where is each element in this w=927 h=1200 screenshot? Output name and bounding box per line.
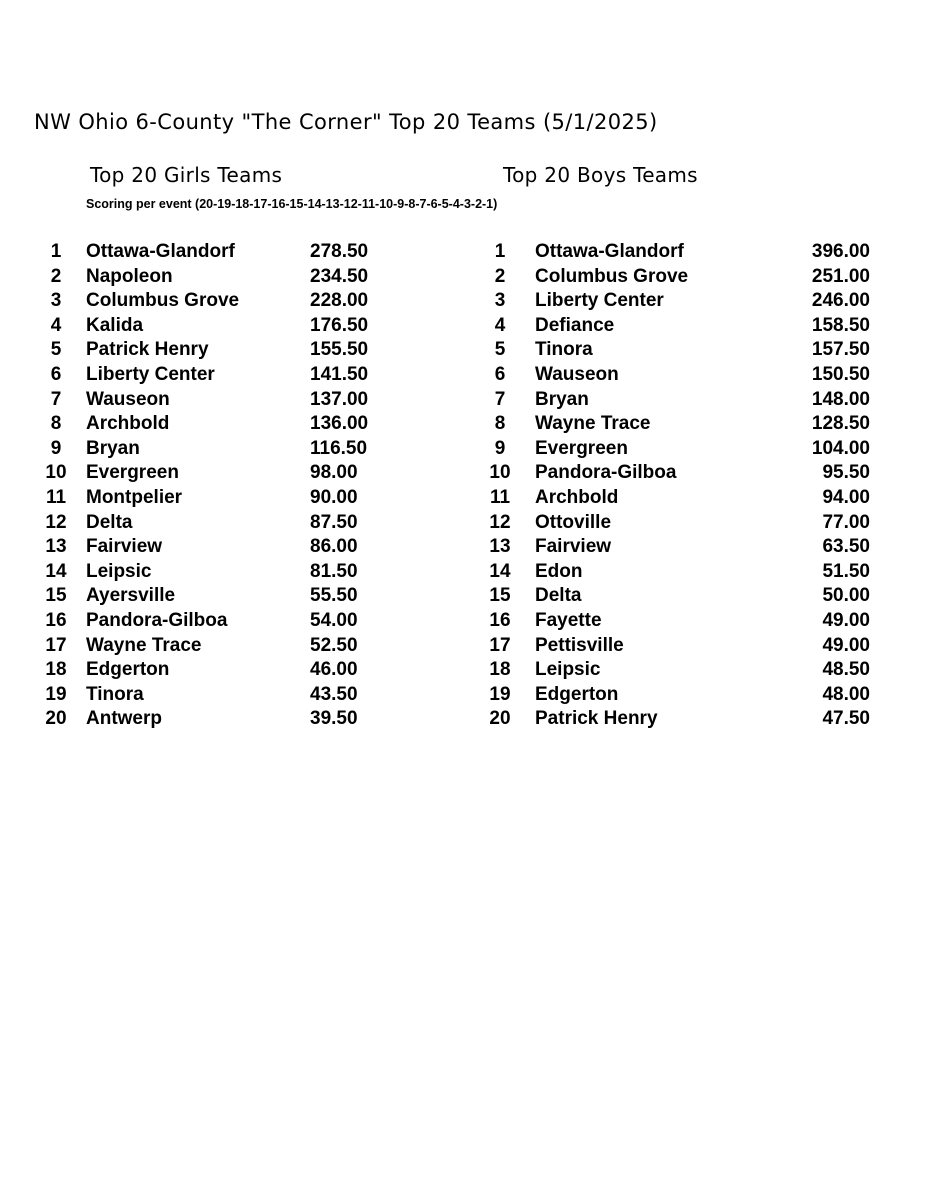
team-rank: 20 [45, 708, 67, 730]
team-score: 48.50 [822, 659, 870, 681]
team-score: 176.50 [310, 314, 369, 336]
team-score: 51.50 [822, 560, 870, 582]
team-score: 98.00 [310, 462, 358, 484]
team-name: Columbus Grove [86, 290, 240, 312]
team-name: Leipsic [86, 560, 152, 582]
team-row [38, 338, 378, 363]
team-name: Wayne Trace [535, 413, 651, 435]
team-score: 278.50 [310, 241, 369, 262]
team-rank: 20 [489, 708, 511, 730]
team-name: Fayette [535, 609, 602, 631]
team-score: 104.00 [811, 437, 870, 459]
team-name: Archbold [86, 413, 170, 435]
team-rank: 13 [45, 536, 67, 558]
team-rank: 3 [494, 290, 506, 312]
scoring-note: Scoring per event (20-19-18-17-16-15-14-13-12-11-10-9-8-7-6-5-4-3-2-1) [86, 197, 498, 211]
team-name: Wauseon [535, 363, 619, 385]
team-row [38, 240, 378, 265]
team-name: Ottawa-Glandorf [535, 241, 684, 262]
team-row [482, 363, 874, 388]
team-row [482, 511, 874, 536]
team-score: 157.50 [811, 339, 870, 361]
team-name: Fairview [535, 536, 612, 558]
team-name: Kalida [86, 314, 144, 336]
team-score: 128.50 [811, 413, 870, 435]
team-name: Pandora-Gilboa [86, 609, 228, 631]
team-row [38, 560, 378, 585]
team-rank: 2 [50, 265, 62, 287]
team-score: 39.50 [310, 708, 358, 730]
team-rank: 15 [45, 585, 67, 607]
team-rank: 16 [489, 609, 511, 631]
team-name: Ottoville [535, 511, 612, 533]
team-rank: 4 [494, 314, 506, 336]
team-rank: 11 [45, 486, 67, 508]
team-name: Bryan [535, 388, 589, 410]
team-row [482, 265, 874, 290]
team-row [482, 486, 874, 511]
team-rank: 9 [50, 437, 62, 459]
team-rank: 14 [489, 560, 511, 582]
team-row [482, 412, 874, 437]
team-name: Ottawa-Glandorf [86, 241, 235, 262]
team-row [482, 707, 874, 732]
team-name: Bryan [86, 437, 140, 459]
team-row [38, 412, 378, 437]
team-name: Archbold [535, 486, 619, 508]
team-score: 54.00 [310, 609, 358, 631]
team-rank: 15 [489, 585, 511, 607]
team-score: 95.50 [822, 462, 870, 484]
team-row [482, 560, 874, 585]
team-row [38, 609, 378, 634]
team-name: Liberty Center [535, 290, 664, 312]
team-name: Edgerton [535, 683, 619, 705]
team-score: 246.00 [811, 290, 870, 312]
team-rank: 9 [494, 437, 506, 459]
team-score: 396.00 [811, 241, 870, 262]
team-rank: 8 [50, 413, 62, 435]
team-score: 155.50 [310, 339, 369, 361]
team-name: Tinora [86, 683, 144, 705]
team-rank: 17 [45, 634, 67, 656]
team-name: Edgerton [86, 659, 170, 681]
team-score: 47.50 [822, 708, 870, 730]
team-row [482, 314, 874, 339]
team-rank: 1 [494, 241, 506, 262]
team-name: Wayne Trace [86, 634, 202, 656]
team-name: Liberty Center [86, 363, 215, 385]
team-score: 49.00 [822, 609, 870, 631]
team-score: 43.50 [310, 683, 358, 705]
team-row [38, 584, 378, 609]
team-row [38, 314, 378, 339]
girls-heading: Top 20 Girls Teams [90, 163, 283, 187]
team-rank: 7 [50, 388, 62, 410]
team-score: 50.00 [822, 585, 870, 607]
team-score: 86.00 [310, 536, 358, 558]
team-rank: 17 [489, 634, 511, 656]
team-score: 87.50 [310, 511, 358, 533]
team-name: Wauseon [86, 388, 170, 410]
team-row [38, 683, 378, 708]
team-name: Evergreen [86, 462, 179, 484]
team-row [482, 289, 874, 314]
team-score: 150.50 [811, 363, 870, 385]
team-name: Defiance [535, 314, 615, 336]
team-rank: 18 [489, 659, 511, 681]
team-score: 136.00 [310, 413, 369, 435]
team-rank: 6 [494, 363, 506, 385]
team-rank: 4 [50, 314, 62, 336]
team-row [482, 461, 874, 486]
team-rank: 12 [489, 511, 511, 533]
girls-team-list [38, 240, 378, 732]
team-score: 141.50 [310, 363, 369, 385]
team-rank: 12 [45, 511, 67, 533]
team-rank: 5 [50, 339, 62, 361]
team-row [482, 609, 874, 634]
team-score: 94.00 [822, 486, 870, 508]
team-rank: 19 [489, 683, 511, 705]
team-name: Edon [535, 560, 583, 582]
team-rank: 7 [494, 388, 506, 410]
team-row [38, 437, 378, 462]
team-score: 46.00 [310, 659, 358, 681]
team-name: Antwerp [86, 708, 162, 730]
team-score: 55.50 [310, 585, 358, 607]
team-rank: 18 [45, 659, 67, 681]
team-score: 77.00 [822, 511, 870, 533]
team-score: 90.00 [310, 486, 358, 508]
team-row [482, 683, 874, 708]
team-rank: 3 [50, 290, 62, 312]
team-score: 81.50 [310, 560, 358, 582]
team-row [482, 388, 874, 413]
team-row [482, 437, 874, 462]
team-row [38, 363, 378, 388]
team-name: Montpelier [86, 486, 183, 508]
team-rank: 6 [50, 363, 62, 385]
team-rank: 19 [45, 683, 67, 705]
team-name: Delta [535, 585, 582, 607]
team-name: Evergreen [535, 437, 628, 459]
team-row [482, 634, 874, 659]
team-rank: 5 [494, 339, 506, 361]
team-row [38, 461, 378, 486]
team-score: 234.50 [310, 265, 369, 287]
team-score: 137.00 [310, 388, 369, 410]
team-score: 116.50 [310, 437, 368, 459]
team-score: 63.50 [822, 536, 870, 558]
page-title: NW Ohio 6-County "The Corner" Top 20 Teams (5/1/2025) [34, 110, 658, 134]
team-row [38, 511, 378, 536]
team-name: Napoleon [86, 265, 173, 287]
team-rank: 11 [489, 486, 511, 508]
team-row [482, 658, 874, 683]
team-row [482, 338, 874, 363]
team-row [38, 707, 378, 732]
team-name: Columbus Grove [535, 265, 689, 287]
team-row [38, 265, 378, 290]
boys-heading: Top 20 Boys Teams [503, 163, 698, 187]
team-rank: 10 [489, 462, 511, 484]
team-score: 251.00 [811, 265, 870, 287]
team-rank: 1 [50, 241, 62, 262]
team-row [38, 388, 378, 413]
team-score: 52.50 [310, 634, 358, 656]
team-rank: 14 [45, 560, 67, 582]
team-rank: 16 [45, 609, 67, 631]
team-rank: 13 [489, 536, 511, 558]
team-row [38, 535, 378, 560]
team-rank: 2 [494, 265, 506, 287]
boys-team-list [482, 240, 874, 732]
team-rank: 8 [494, 413, 506, 435]
team-row [38, 486, 378, 511]
team-row [482, 240, 874, 265]
team-score: 49.00 [822, 634, 870, 656]
team-score: 228.00 [310, 290, 369, 312]
team-rank: 10 [45, 462, 67, 484]
team-name: Fairview [86, 536, 163, 558]
team-name: Ayersville [86, 585, 176, 607]
team-name: Patrick Henry [535, 708, 658, 730]
team-score: 148.00 [811, 388, 870, 410]
team-name: Leipsic [535, 659, 601, 681]
team-score: 158.50 [811, 314, 870, 336]
team-row [38, 634, 378, 659]
team-score: 48.00 [822, 683, 870, 705]
team-row [482, 535, 874, 560]
team-name: Pandora-Gilboa [535, 462, 677, 484]
team-row [38, 658, 378, 683]
team-row [482, 584, 874, 609]
team-name: Tinora [535, 339, 593, 361]
team-name: Delta [86, 511, 133, 533]
team-name: Pettisville [535, 634, 624, 656]
team-row [38, 289, 378, 314]
team-name: Patrick Henry [86, 339, 209, 361]
